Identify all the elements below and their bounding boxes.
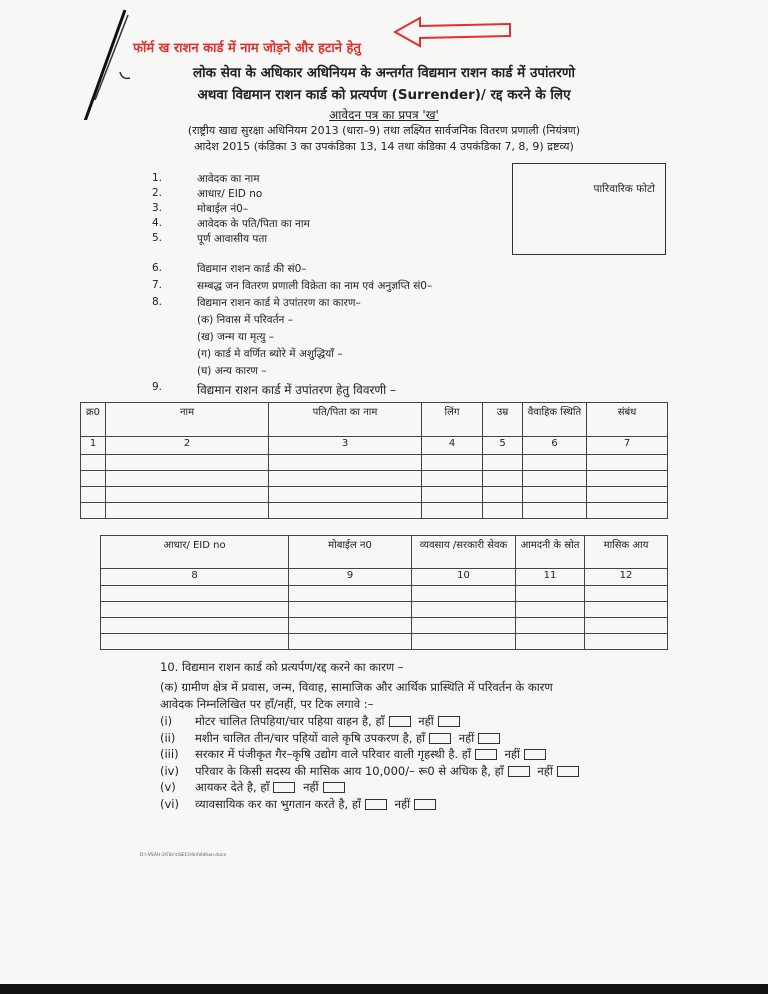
table-cell-input[interactable] [523, 471, 587, 487]
table-cell-input[interactable] [106, 471, 269, 487]
item-text: विद्यमान राशन कार्ड में उपांतरण हेतु विवरणी – [197, 383, 397, 397]
table1-number-cell: 7 [587, 437, 668, 455]
yes-label: हाँ [494, 763, 504, 778]
table-cell-input[interactable] [106, 487, 269, 503]
question-row [160, 714, 464, 729]
table-cell-input[interactable] [516, 602, 585, 618]
table-row [81, 455, 668, 471]
no-checkbox[interactable] [478, 733, 500, 744]
item-number: 9. [152, 381, 163, 393]
item-number: 3. [152, 202, 163, 214]
table1-header-cell: पति/पिता का नाम [269, 403, 422, 437]
table-cell-input[interactable] [585, 602, 668, 618]
yes-label: हाँ [416, 730, 426, 745]
table-cell-input[interactable] [101, 618, 289, 634]
yes-checkbox[interactable] [508, 766, 530, 777]
table-cell-input[interactable] [289, 602, 412, 618]
table1-number-cell: 1 [81, 437, 106, 455]
table-cell-input[interactable] [269, 503, 422, 519]
yes-label: हाँ [375, 714, 385, 728]
item-text: आवेदक के पति/पिता का नाम [197, 218, 310, 230]
table-cell-input[interactable] [269, 455, 422, 471]
question-number: (v) [160, 780, 176, 794]
table2-number-cell: 8 [101, 569, 289, 586]
question-number: (iii) [160, 747, 179, 761]
table-cell-input[interactable] [422, 471, 483, 487]
item-text: पूर्ण आवासीय पता [197, 233, 268, 245]
question-text: मशीन चालित तीन/चार पहियों वाले कृषि उपकरण है, [195, 730, 413, 745]
table-cell-input[interactable] [587, 471, 668, 487]
footer-path: D:\-VSAH-2\File's\SEC\Hin\Vidhan.docx [140, 853, 227, 858]
item-number: 5. [152, 232, 163, 244]
table-cell-input[interactable] [81, 471, 106, 487]
no-checkbox[interactable] [323, 782, 345, 793]
table-cell-input[interactable] [81, 503, 106, 519]
item-number: 6. [152, 262, 163, 274]
table-row [101, 602, 668, 618]
family-details-table-1 [80, 402, 668, 519]
yes-checkbox[interactable] [475, 749, 497, 760]
table1-header-cell: उम्र [483, 403, 523, 437]
table-row [101, 586, 668, 602]
table-cell-input[interactable] [412, 618, 516, 634]
table-cell-input[interactable] [412, 634, 516, 650]
table-cell-input[interactable] [81, 487, 106, 503]
item-text: (ग) कार्ड मे वर्णित ब्योरे में अशुद्धियाँ – [197, 348, 343, 360]
question-text: सरकार में पंजीकृत गैर–कृषि उद्योग वाले परिवार वाली गृहस्थी है. [195, 747, 459, 761]
table-row [81, 503, 668, 519]
no-checkbox[interactable] [524, 749, 546, 760]
yes-checkbox[interactable] [429, 733, 451, 744]
question-row [160, 747, 550, 762]
question-row [160, 780, 349, 795]
table-row [81, 487, 668, 503]
question-text: मोटर चालित तिपहिया/चार पहिया वाहन है, [195, 714, 372, 728]
no-label: नहीं [458, 730, 475, 745]
item-number: 8. [152, 296, 163, 308]
family-photo-box [512, 163, 666, 255]
item-text: आधार/ EID no [197, 188, 263, 200]
table-cell-input[interactable] [585, 634, 668, 650]
question-row [160, 797, 440, 812]
heading-line-2: अथवा विद्यमान राशन कार्ड को प्रत्यर्पण (Surrender)/ रद्द करने के लिए [197, 87, 571, 103]
table-cell-input[interactable] [523, 503, 587, 519]
table-cell-input[interactable] [483, 471, 523, 487]
question-text: परिवार के किसी सदस्य की मासिक आय 10,000/– रू0 से अधिक है, [195, 763, 491, 778]
section-10-title: 10. विद्यमान राशन कार्ड को प्रत्यर्पण/रद्द करने का कारण – [160, 660, 404, 674]
heading-line-1: लोक सेवा के अधिकार अधिनियम के अन्तर्गत विद्यमान राशन कार्ड में उपांतरणो [192, 65, 575, 81]
table2-header-cell: मासिक आय [585, 536, 668, 569]
table-cell-input[interactable] [422, 503, 483, 519]
no-checkbox[interactable] [438, 716, 460, 727]
table1-header-cell: वैवाहिक स्थिति [523, 403, 587, 437]
no-label: नहीं [303, 780, 319, 794]
item-text: सम्बद्ध जन वितरण प्रणाली विक्रेता का नाम एवं अनुज्ञप्ति सं0– [197, 280, 433, 292]
no-label: नहीं [394, 796, 411, 811]
reference-line-1: (राष्ट्रीय खाद्य सुरक्षा अधिनियम 2013 (धारा–9) तथा लक्ष्यित सार्वजनिक वितरण प्रणाली (नियंत्रण) [187, 124, 581, 137]
table-cell-input[interactable] [516, 634, 585, 650]
no-checkbox[interactable] [557, 766, 579, 777]
table2-header-cell: व्यवसाय /सरकारी सेवक [412, 536, 516, 569]
table-row [81, 471, 668, 487]
table1-number-cell: 5 [483, 437, 523, 455]
yes-label: हाँ [260, 780, 270, 794]
table-row [101, 618, 668, 634]
question-number: (ii) [160, 730, 176, 745]
item-text: विद्यमान राशन कार्ड की सं0– [197, 263, 307, 275]
yes-label: हाँ [351, 796, 361, 811]
yes-label: हाँ [461, 747, 471, 761]
red-title: फॉर्म ख राशन कार्ड में नाम जोड़ने और हटाने हेतु [133, 41, 361, 56]
table2-header-cell: मोबाईल न0 [289, 536, 412, 569]
table-cell-input[interactable] [101, 634, 289, 650]
item-text: (घ) अन्य कारण – [197, 365, 267, 377]
table2-number-cell: 9 [289, 569, 412, 586]
table1-number-cell: 3 [269, 437, 422, 455]
table-cell-input[interactable] [483, 455, 523, 471]
family-details-table-2 [100, 535, 668, 650]
table1-number-cell: 6 [523, 437, 587, 455]
red-arrow-icon [395, 18, 510, 46]
yes-checkbox[interactable] [389, 716, 411, 727]
table-cell-input[interactable] [587, 503, 668, 519]
table-cell-input[interactable] [269, 471, 422, 487]
table-cell-input[interactable] [101, 586, 289, 602]
table1-header-cell: क्र0 [81, 403, 106, 437]
question-text: व्यावसायिक कर का भुगतान करते है, [195, 796, 349, 811]
table2-number-cell: 11 [516, 569, 585, 586]
table-cell-input[interactable] [422, 487, 483, 503]
item-text: विद्यमान राशन कार्ड मे उपांतरण का कारण– [197, 297, 361, 309]
item-number: 2. [152, 187, 163, 199]
table-cell-input[interactable] [412, 602, 516, 618]
table-cell-input[interactable] [483, 487, 523, 503]
table-cell-input[interactable] [269, 487, 422, 503]
table1-number-cell: 4 [422, 437, 483, 455]
no-label: नहीं [537, 763, 553, 778]
table-cell-input[interactable] [523, 487, 587, 503]
table2-number-cell: 10 [412, 569, 516, 586]
question-row [160, 731, 504, 746]
no-label: नहीं [418, 714, 434, 728]
table2-header-cell: आधार/ EID no [101, 536, 289, 569]
table-cell-input[interactable] [516, 586, 585, 602]
section-10-instruction: आवेदक निम्नलिखित पर हाँ/नहीं, पर टिक लगावे :– [160, 697, 374, 711]
no-checkbox[interactable] [414, 799, 436, 810]
yes-checkbox[interactable] [365, 799, 387, 810]
form-title: आवेदन पत्र का प्रपत्र 'ख' [329, 108, 439, 122]
table-cell-input[interactable] [289, 618, 412, 634]
item-number: 7. [152, 279, 163, 291]
table-cell-input[interactable] [412, 586, 516, 602]
question-number: (i) [160, 714, 173, 728]
table1-header-cell: नाम [106, 403, 269, 437]
table2-number-cell: 12 [585, 569, 668, 586]
table1-number-cell: 2 [106, 437, 269, 455]
question-number: (iv) [160, 763, 179, 778]
item-text: (ख) जन्म या मृत्यु – [197, 331, 275, 343]
table-cell-input[interactable] [422, 455, 483, 471]
table-row [101, 634, 668, 650]
photo-label: पारिवारिक फोटो [593, 183, 655, 195]
table-cell-input[interactable] [587, 455, 668, 471]
question-number: (vi) [160, 796, 179, 811]
item-number: 1. [152, 172, 163, 184]
table-cell-input[interactable] [289, 586, 412, 602]
item-text: मोबाईल नं0– [197, 203, 249, 215]
table-cell-input[interactable] [101, 602, 289, 618]
item-text: (क) निवास में परिवर्तन – [197, 314, 293, 326]
no-label: नहीं [504, 747, 520, 761]
bottom-black-bar [0, 984, 768, 994]
table-cell-input[interactable] [81, 455, 106, 471]
table-cell-input[interactable] [106, 455, 269, 471]
section-10-a: (क) ग्रामीण क्षेत्र में प्रवास, जन्म, विवाह, सामाजिक और आर्थिक प्रास्थिति में परिवर्तन के कारण [160, 680, 553, 694]
question-row [160, 764, 583, 779]
table1-header-cell: संबंध [587, 403, 668, 437]
table-cell-input[interactable] [523, 455, 587, 471]
item-number: 4. [152, 217, 163, 229]
table1-header-cell: लिंग [422, 403, 483, 437]
item-text: आवेदक का नाम [197, 173, 260, 185]
table-cell-input[interactable] [289, 634, 412, 650]
table-cell-input[interactable] [483, 503, 523, 519]
yes-checkbox[interactable] [273, 782, 295, 793]
table-cell-input[interactable] [516, 618, 585, 634]
table-cell-input[interactable] [585, 586, 668, 602]
table-cell-input[interactable] [585, 618, 668, 634]
question-text: आयकर देते है, [195, 780, 257, 794]
table-cell-input[interactable] [106, 503, 269, 519]
reference-line-2: आदेश 2015 (कंडिका 3 का उपकंडिका 13, 14 तथा कंडिका 4 उपकंडिका 7, 8, 9) द्रष्टव्य) [194, 140, 574, 153]
table2-header-cell: आमदनी के स्रोत [516, 536, 585, 569]
table-cell-input[interactable] [587, 487, 668, 503]
